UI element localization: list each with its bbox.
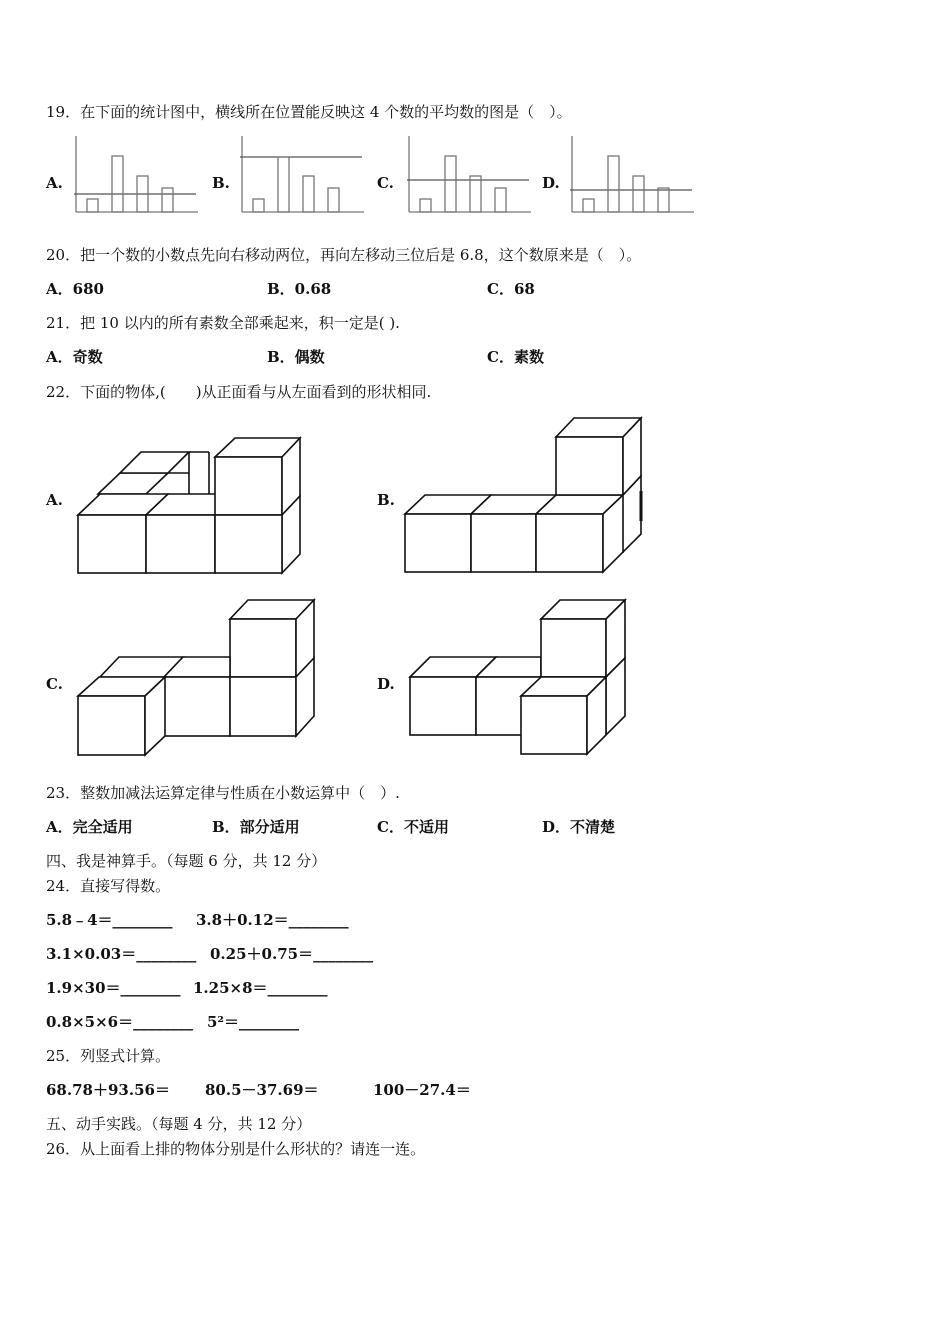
q22-option-a-label: A. [46,491,63,509]
q25-item-1: 68.78＋93.56＝ [46,1081,170,1099]
q22-text: 22．下面的物体,( )从正面看与从左面看到的形状相同. [46,383,432,401]
q25-text: 25．列竖式计算。 [46,1047,171,1065]
q26-text: 26．从上面看上排的物体分别是什么形状的？请连一连。 [46,1140,426,1158]
q24-row4-left: 0.8×5×6＝________ [46,1013,194,1031]
section-4-heading: 四、我是神算手。（每题 6 分，共 12 分） [46,852,327,870]
q24-row4-right: 5²＝________ [207,1013,300,1031]
q19-chart-b [240,136,365,216]
q24-row2-left: 3.1×0.03＝________ [46,945,197,963]
q20-option-b: B．0.68 [267,280,332,298]
q19-chart-d [570,136,695,216]
q25-item-2: 80.5－37.69＝ [205,1081,319,1099]
q19-option-b-label: B. [212,174,230,192]
q23-option-a: A．完全适用 [46,818,133,836]
section-5-heading: 五、动手实践。（每题 4 分，共 12 分） [46,1115,312,1133]
q21-option-b: B．偶数 [267,348,325,366]
q19-chart-a [74,136,199,216]
q20-text: 20．把一个数的小数点先向右移动两位，再向左移动三位后是 6.8，这个数原来是（ ）。 [46,246,642,264]
q22-figure-a [78,436,308,581]
q19-chart-c [407,136,532,216]
q23-option-c: C．不适用 [377,818,449,836]
q23-option-d: D．不清楚 [542,818,616,836]
q19-option-a-label: A. [46,174,63,192]
q22-option-b-label: B. [377,491,395,509]
q22-figure-d [410,598,655,763]
q20-option-a: A．680 [46,280,104,298]
q22-figure-c [78,598,323,763]
q24-row3-right: 1.25×8＝________ [193,979,328,997]
q23-text: 23．整数加减法运算定律与性质在小数运算中（ ）. [46,784,400,802]
q19-option-c-label: C. [377,174,394,192]
q21-text: 21．把 10 以内的所有素数全部乘起来，积一定是( ). [46,314,400,332]
q24-row1-left: 5.8﹣4＝________ [46,911,173,929]
q23-option-b: B．部分适用 [212,818,300,836]
q21-option-a: A．奇数 [46,348,103,366]
q24-text: 24．直接写得数。 [46,877,171,895]
q24-row2-right: 0.25＋0.75＝________ [210,945,374,963]
q21-option-c: C．素数 [487,348,544,366]
q22-figure-b [405,416,650,581]
q22-option-d-label: D. [377,675,395,693]
q24-row3-left: 1.9×30＝________ [46,979,181,997]
q19-option-d-label: D. [542,174,560,192]
q24-row1-right: 3.8＋0.12＝________ [196,911,349,929]
q25-item-3: 100－27.4＝ [373,1081,471,1099]
q22-option-c-label: C. [46,675,63,693]
q20-option-c: C．68 [487,280,535,298]
q19-text: 19．在下面的统计图中，横线所在位置能反映这 4 个数的平均数的图是（ ）。 [46,103,572,121]
